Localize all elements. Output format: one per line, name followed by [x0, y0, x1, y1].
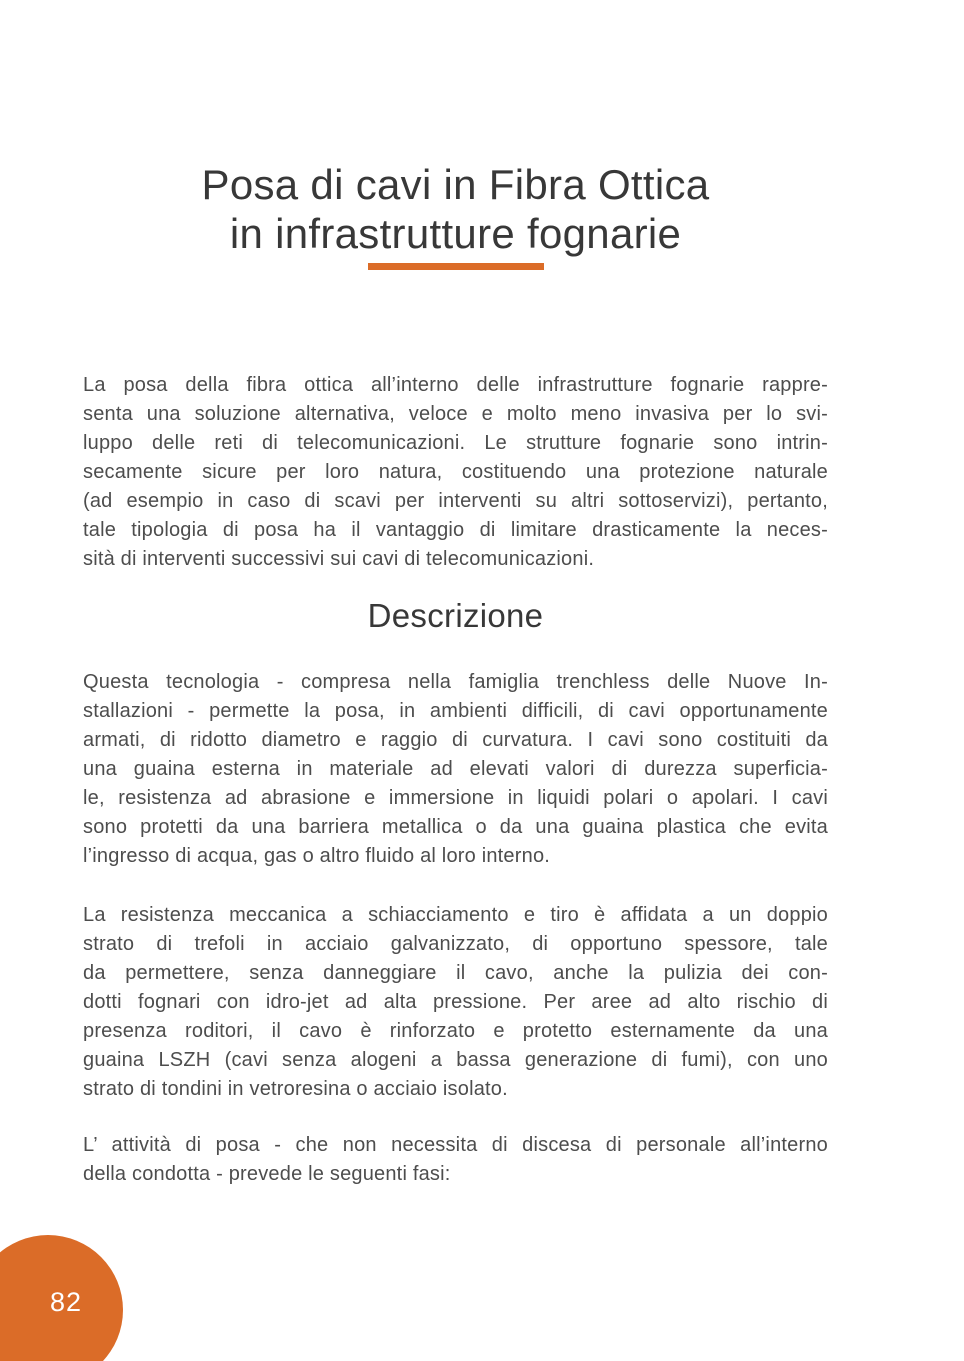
- paragraph-line: luppo delle reti di telecomunicazioni. Le strutture fognarie sono intrin-: [83, 432, 828, 454]
- paragraph-line: una guaina esterna in materiale ad elevati valori di durezza superficia-: [83, 758, 828, 780]
- paragraph-line: sono protetti da una barriera metallica o da una guaina plastica che evita: [83, 816, 828, 838]
- page-title-line-2: in infrastrutture fognarie: [229, 210, 682, 257]
- paragraph-line: secamente sicure per loro natura, costituendo una protezione naturale: [83, 461, 828, 483]
- paragraph-line: Questa tecnologia - compresa nella famiglia trenchless delle Nuove In-: [83, 671, 828, 693]
- page-number-badge: [0, 1235, 123, 1361]
- paragraph-line: le, resistenza ad abrasione e immersione in liquidi polari o apolari. I cavi: [83, 787, 828, 809]
- title-block: [83, 160, 828, 270]
- paragraph-line: L’ attività di posa - che non necessita di discesa di personale all’interno: [83, 1134, 828, 1156]
- page-number: 82: [50, 1287, 83, 1317]
- paragraph-line: l’ingresso di acqua, gas o altro fluido al loro interno.: [83, 845, 551, 867]
- paragraph-line: guaina LSZH (cavi senza alogeni a bassa generazione di fumi), con uno: [83, 1049, 828, 1071]
- paragraph-line: presenza roditori, il cavo è rinforzato e protetto esternamente da una: [83, 1020, 828, 1042]
- paragraph-line: La resistenza meccanica a schiacciamento e tiro è affidata a un doppio: [83, 904, 828, 926]
- title-underline-rule: [368, 263, 544, 270]
- paragraph-line: La posa della fibra ottica all’interno delle infrastrutture fognarie rappre-: [83, 374, 828, 396]
- paragraph-line: della condotta - prevede le seguenti fasi:: [83, 1163, 451, 1185]
- intro-paragraph: [83, 371, 828, 574]
- paragraph-line: sità di interventi successivi sui cavi di telecomunicazioni.: [83, 548, 595, 570]
- paragraph-line: dotti fognari con idro-jet ad alta pressione. Per aree ad alto rischio di: [83, 991, 828, 1013]
- page-title-line-1: Posa di cavi in Fibra Ottica: [201, 161, 710, 208]
- paragraph-description-2: [83, 901, 828, 1104]
- paragraph-description-1: [83, 668, 828, 871]
- paragraph-line: da permettere, senza danneggiare il cavo, anche la pulizia dei con-: [83, 962, 828, 984]
- paragraph-activity-intro: [83, 1131, 828, 1189]
- paragraph-line: tale tipologia di posa ha il vantaggio di limitare drasticamente la neces-: [83, 519, 828, 541]
- paragraph-line: strato di tondini in vetroresina o acciaio isolato.: [83, 1078, 508, 1100]
- paragraph-line: strato di trefoli in acciaio galvanizzato, di opportuno spessore, tale: [83, 933, 828, 955]
- paragraph-line: armati, di ridotto diametro e raggio di curvatura. I cavi sono costituiti da: [83, 729, 828, 751]
- paragraph-line: (ad esempio in caso di scavi per interventi su altri sottoservizi), pertanto,: [83, 490, 828, 512]
- page-title: [83, 160, 828, 258]
- paragraph-line: senta una soluzione alternativa, veloce e molto meno invasiva per lo svi-: [83, 403, 828, 425]
- paragraph-line: stallazioni - permette la posa, in ambienti difficili, di cavi opportunamente: [83, 700, 828, 722]
- section-heading: Descrizione: [367, 597, 544, 634]
